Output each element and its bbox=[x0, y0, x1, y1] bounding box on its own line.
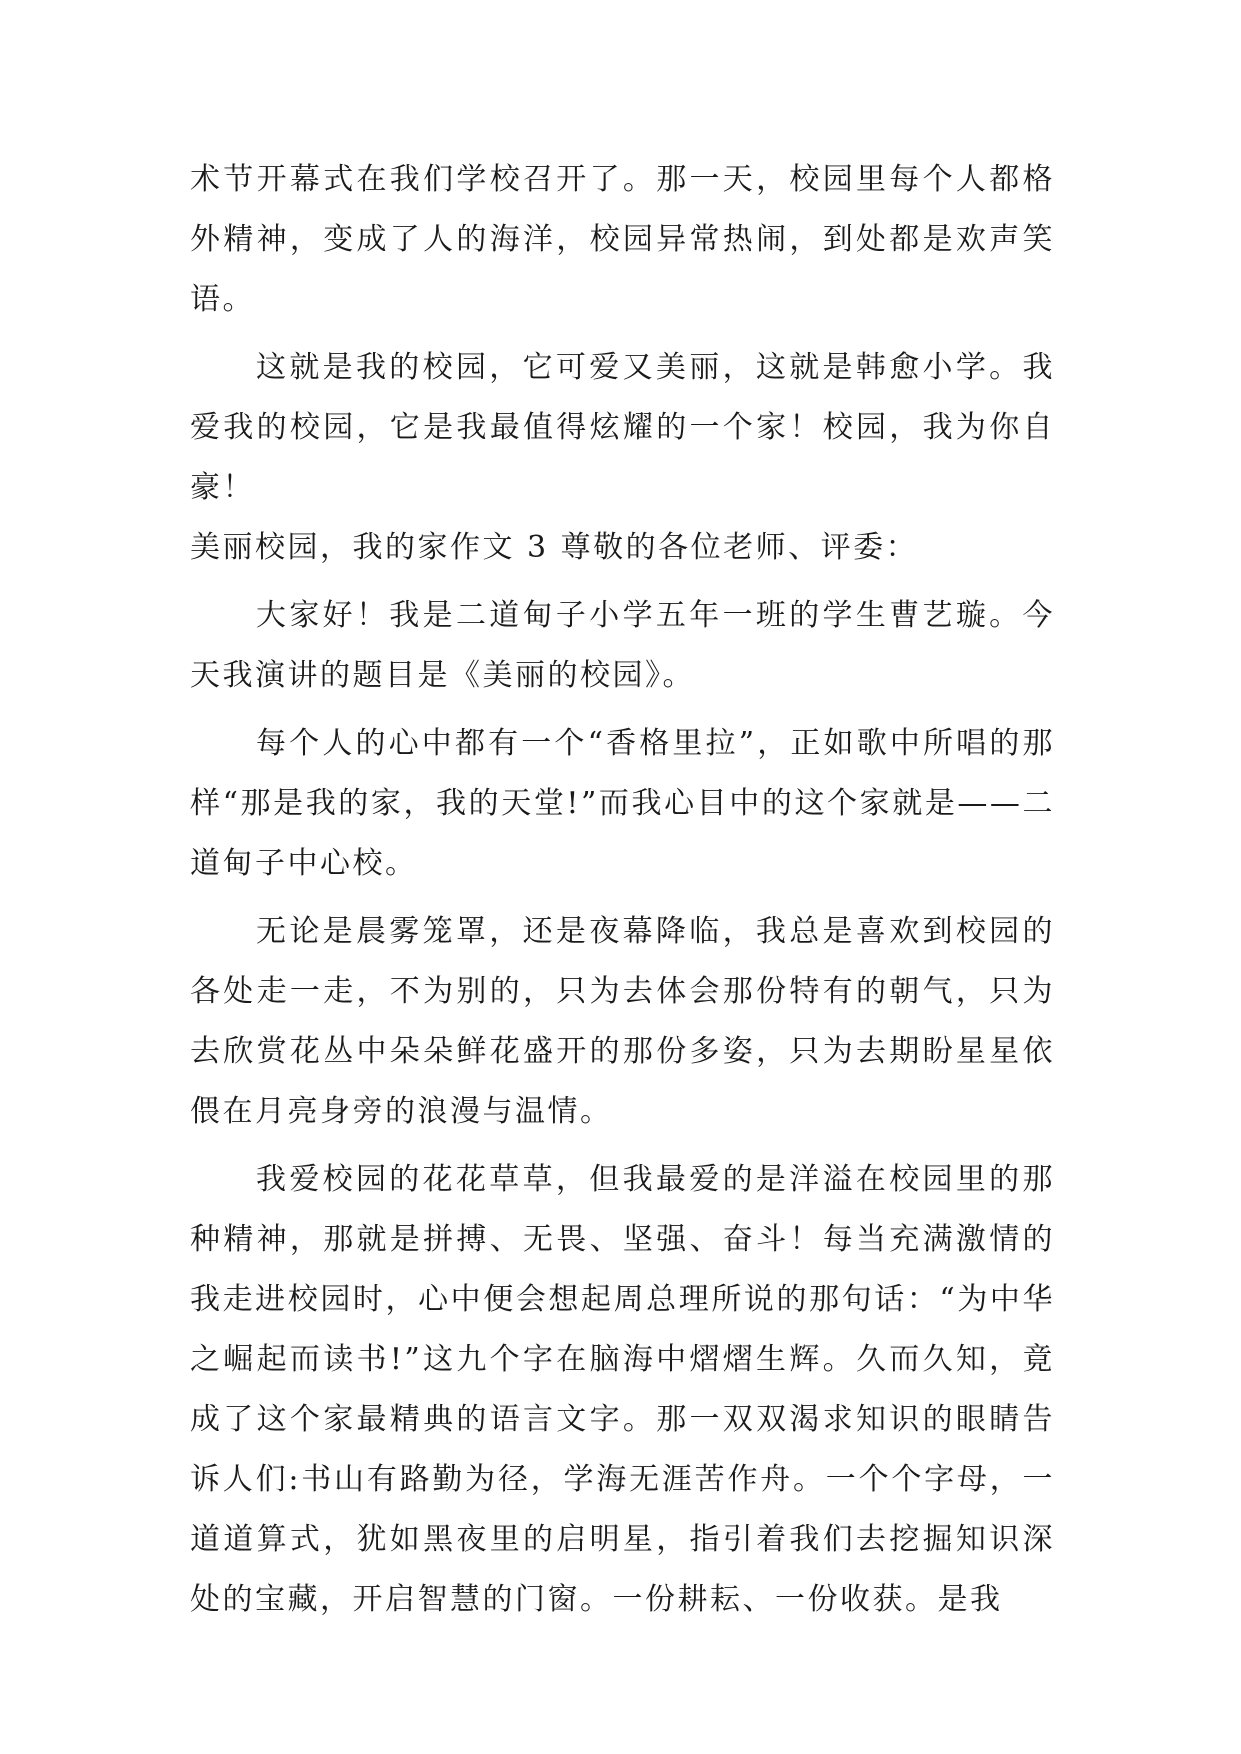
paragraph-6: 无论是晨雾笼罩，还是夜幕降临，我总是喜欢到校园的各处走一走，不为别的，只为去体会那份特有的朝气，只为去欣赏花丛中朵朵鲜花盛开的那份多姿，只为去期盼星星依偎在月亮身旁的浪漫与温情。 bbox=[190, 914, 1055, 1129]
paragraph-4: 大家好！我是二道甸子小学五年一班的学生曹艺璇。今天我演讲的题目是《美丽的校园》。 bbox=[190, 598, 1055, 693]
paragraph-3: 美丽校园，我的家作文 3 尊敬的各位老师、评委： bbox=[190, 530, 919, 565]
paragraph-2: 这就是我的校园，它可爱又美丽，这就是韩愈小学。我爱我的校园，它是我最值得炫耀的一个家！校园，我为你自豪！ bbox=[190, 350, 1055, 505]
document-body bbox=[190, 150, 1055, 1638]
paragraph-5: 每个人的心中都有一个“香格里拉”，正如歌中所唱的那样“那是我的家，我的天堂!”而我心目中的这个家就是——二道甸子中心校。 bbox=[190, 726, 1055, 881]
paragraph-7: 我爱校园的花花草草，但我最爱的是洋溢在校园里的那种精神，那就是拼搏、无畏、坚强、奋斗！每当充满激情的我走进校园时，心中便会想起周总理所说的那句话：“为中华之崛起而读书!”这九个字在脑海中熠熠生辉。久而久知，竟成了这个家最精典的语言文字。那一双双渴求知识的眼睛告诉人们:书山有路勤为径，学海无涯苦作舟。一个个字母，一道道算式，犹如黑夜里的启明星，指引着我们去挖掘知识深处的宝藏，开启智慧的门窗。一份耕耘、一份收获。是我 bbox=[190, 1162, 1055, 1617]
paragraph-1: 术节开幕式在我们学校召开了。那一天，校园里每个人都格外精神，变成了人的海洋，校园异常热闹，到处都是欢声笑语。 bbox=[190, 162, 1055, 317]
